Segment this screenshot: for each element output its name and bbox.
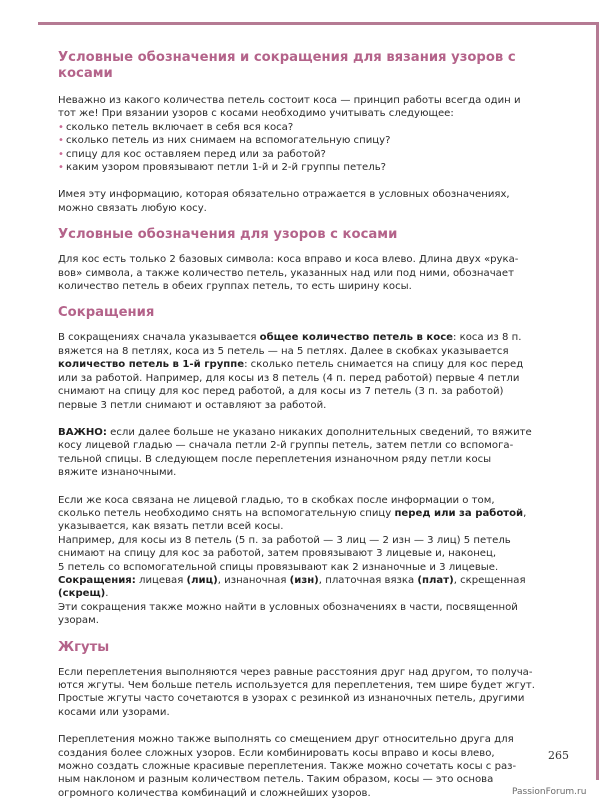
text-line: Неважно из какого количества петель состоит коса — принцип работы всегда один и <box>58 95 521 106</box>
text-line: Если переплетения выполняются через равные расстояния друг над другом, то получа- <box>58 666 533 678</box>
text-line: Имея эту информацию, которая обязательно отражается в условных обозначениях, <box>58 189 510 201</box>
list-item: • спицу для кос оставляем перед или за работой? <box>58 148 326 160</box>
list-item: • сколько петель включает в себя вся коса? <box>58 121 294 133</box>
text-line: можно создать сложные красивые переплетения. Также можно сочетать косы с раз- <box>58 761 517 773</box>
bullet-dot-icon: • <box>58 121 64 133</box>
text-line: Для кос есть только 2 базовых символа: коса вправо и коса влево. Длина двух «рука- <box>58 254 519 266</box>
section-title-twists: Жгуты <box>58 639 110 655</box>
intro-paragraph <box>58 94 536 121</box>
text-line: ным наклоном и разным количеством петель. Таким образом, косы — это основа <box>58 774 494 786</box>
bullet-dot-icon: • <box>58 148 64 160</box>
section-title-abbreviations: Сокращения <box>58 305 155 321</box>
twists-paragraph-2 <box>58 733 536 800</box>
symbols-paragraph <box>58 253 536 293</box>
bullet-dot-icon: • <box>58 135 64 147</box>
page-number: 265 <box>548 749 569 762</box>
checklist <box>58 121 536 175</box>
abbreviations-paragraph-1: В сокращениях сначала указывается общее количество петель в косе: коса из 8 п. вяжется на 8 петлях, коса из 5 петель — на 5 петлях. Далее в скобках указывается количество петель в 1-й группе: сколько петель снимается на спицу для кос перед или за работой. Например, для косы из 8 петель (4 п. перед работой) первые 4 петли снимают на спицу для кос перед работой, а для косы из 7 петель (3 п. за работой) первые 3 петли снимают и оставляют за работой. <box>58 332 524 411</box>
section-title-cable-notation: Условные обозначения и сокращения для вязания узоров с косами <box>58 50 516 81</box>
text-line: Простые жгуты часто сочетаются в узорах с резинкой из изнаночных петель, другими <box>58 693 525 705</box>
section-title-cable-symbols: Условные обозначения для узоров с косами <box>58 227 398 243</box>
page-content <box>58 50 536 800</box>
text-line: можно связать любую косу. <box>58 202 207 214</box>
twists-paragraph-1 <box>58 666 536 720</box>
text-line: Переплетения можно также выполнять со смещением друг относительно друга для <box>58 734 514 746</box>
list-item: • сколько петель из них снимаем на вспомогательную спицу? <box>58 135 391 147</box>
list-item: • каким узором провязывают петли 1-й и 2-й группы петель? <box>58 162 387 174</box>
watermark: PassionForum.ru <box>512 787 587 797</box>
text-line: ются жгуты. Чем больше петель используется для переплетения, тем шире будет жгут. <box>58 680 535 691</box>
text-line: создания более сложных узоров. Если комбинировать косы вправо и косы влево, <box>58 747 495 759</box>
text-line: вов» символа, а также количество петель, указанных над или под ними, обозначает <box>58 267 514 279</box>
text-line: количество петель в обеих группах петель, то есть ширину косы. <box>58 281 412 293</box>
abbreviations-paragraph-3: Если же коса связана не лицевой гладью, то в скобках после информации о том, сколько петель необходимо снять на вспомогательную спицу перед или за работой, указывается, как вязать петли всей косы. Например, для косы из 8 петель (5 п. за работой — 3 лиц — 2 изн — 3 лиц) 5 петель снимают на спицу для кос за работой, затем провязывают 3 лицевые и, наконец, 5 петель со вспомогательной спицы провязывают как 2 изнаночные и 3 лицевые. Сокращения: лицевая (лиц), изнаночная (изн), платочная вязка (плат), скрещенная (скрещ). Эти сокращения также можно найти в условных обозначениях в части, посвященной узорам. <box>58 494 527 627</box>
outro-paragraph <box>58 188 536 215</box>
text-line: косами или узорами. <box>58 706 170 718</box>
page-frame-right-border <box>596 22 599 780</box>
page-frame-top-border <box>38 22 598 25</box>
important-paragraph: ВАЖНО: если далее больше не указано никаких дополнительных сведений, то вяжите косу лицевой гладью — сначала петли 2-й группы петель, затем петли со вспомога- тельной спицы. В следующем после переплетения изнаночном ряду петли косы вяжите изнаночными. <box>58 426 532 479</box>
text-line: огромного количества комбинаций и сложнейших узоров. <box>58 787 371 799</box>
text-line: тот же! При вязании узоров с косами необходимо учитывать следующее: <box>58 108 454 120</box>
bullet-dot-icon: • <box>58 162 64 174</box>
